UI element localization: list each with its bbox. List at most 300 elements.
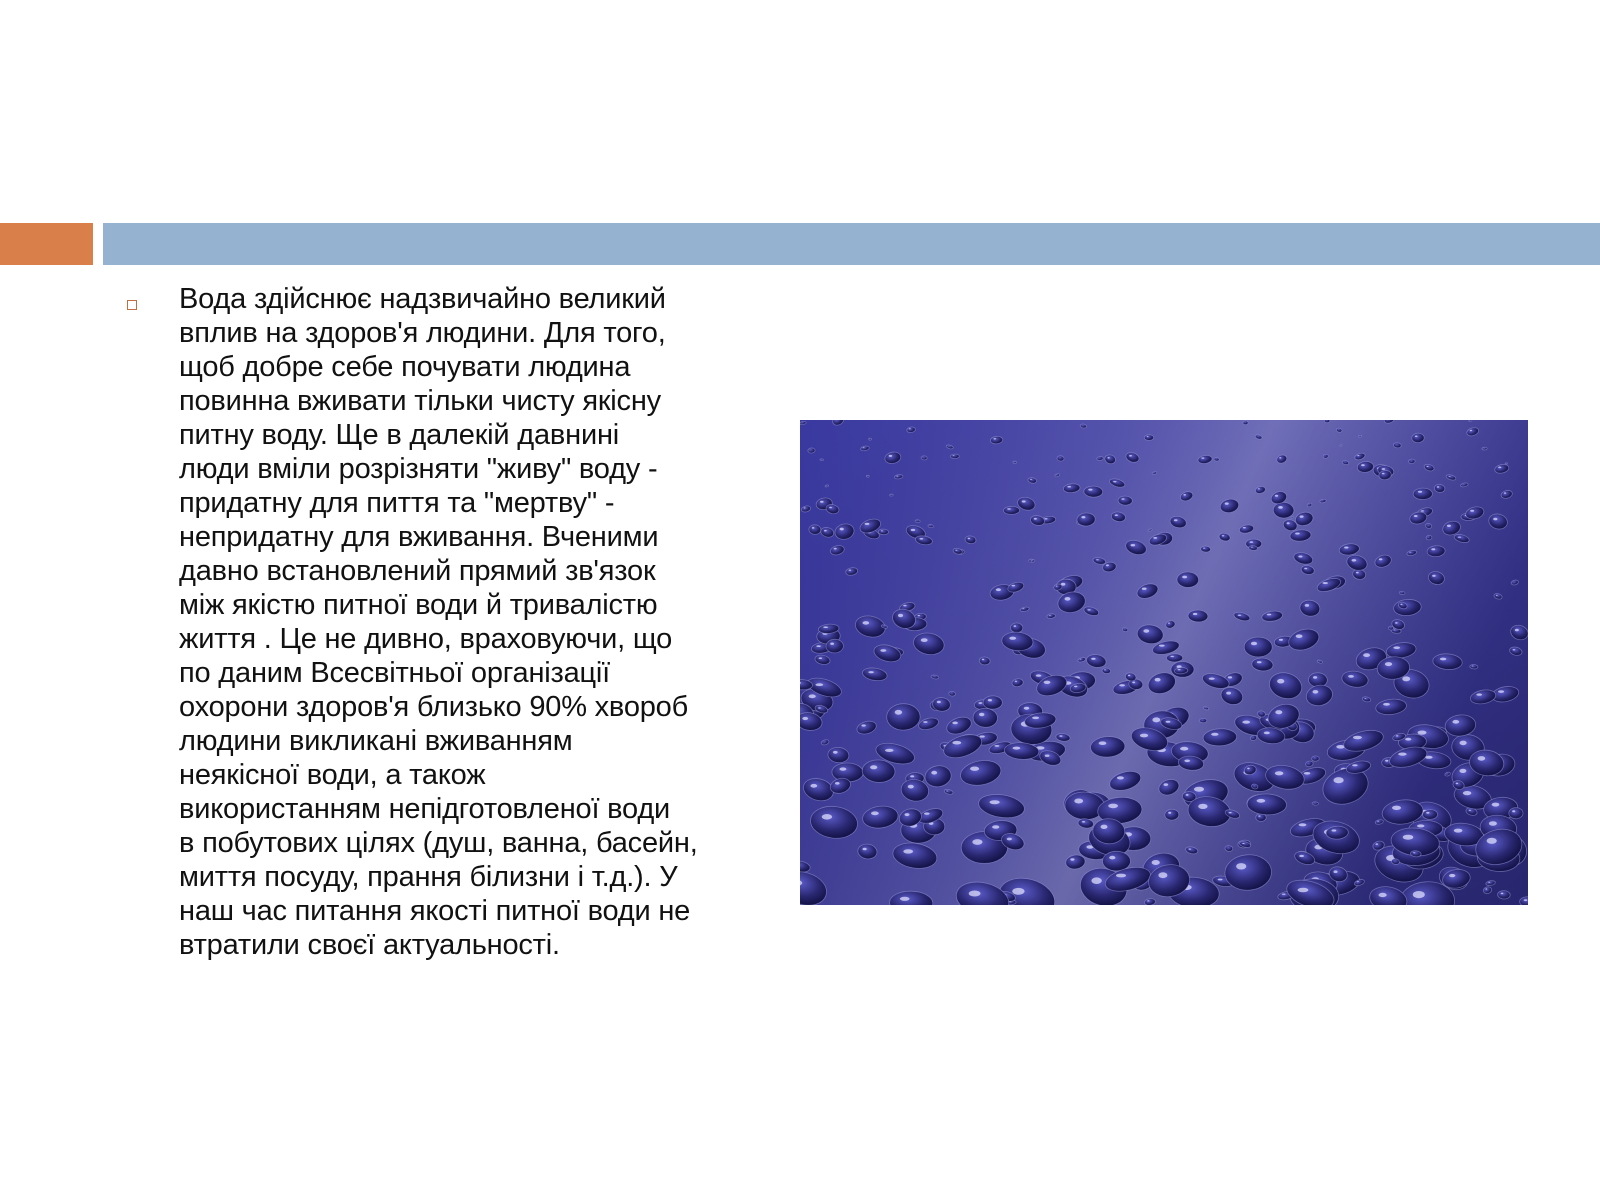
droplet-highlight [1115, 514, 1118, 516]
droplet-highlight [1251, 547, 1253, 548]
droplet-highlight [1418, 491, 1422, 493]
droplet-highlight [865, 523, 870, 525]
droplet-highlight [1257, 799, 1266, 803]
droplet-highlight [1398, 753, 1406, 756]
droplet-highlight [1099, 741, 1107, 745]
droplet-highlight [1080, 659, 1082, 660]
droplet-highlight [1418, 731, 1427, 735]
water-droplet [866, 475, 869, 477]
droplet-highlight [863, 621, 870, 625]
text-line: неякісної води, а також [179, 759, 486, 791]
water-droplet [820, 459, 823, 461]
droplet-highlight [988, 699, 992, 701]
droplet-highlight [1030, 479, 1032, 480]
droplet-highlight [1007, 838, 1012, 841]
droplet-highlight [1218, 879, 1223, 881]
droplet-highlight [824, 530, 827, 532]
droplet-highlight [1243, 527, 1246, 528]
droplet-highlight [861, 724, 865, 726]
droplet-highlight [1022, 608, 1024, 609]
water-droplet [1422, 809, 1437, 819]
droplet-highlight [1299, 855, 1304, 857]
droplet-highlight [1067, 486, 1071, 488]
bullet-paragraph [179, 282, 779, 962]
droplet-highlight [870, 765, 877, 769]
droplet-highlight [1295, 533, 1300, 535]
droplet-highlight [1109, 856, 1115, 860]
droplet-highlight [898, 614, 903, 617]
droplet-highlight [992, 825, 999, 829]
droplet-highlight [1417, 824, 1424, 827]
droplet-highlight [1121, 498, 1124, 500]
droplet-highlight [905, 813, 910, 816]
water-droplets-icon [800, 420, 1528, 905]
water-droplet [1388, 626, 1394, 631]
droplet-highlight [919, 538, 923, 540]
droplet-highlight [1304, 568, 1307, 570]
droplet-highlight [1357, 881, 1359, 882]
text-line: люди вміли розрізняти "живу" воду - [179, 453, 658, 485]
droplet-highlight [1431, 548, 1435, 550]
droplet-highlight [1229, 812, 1232, 813]
droplet-highlight [990, 800, 1000, 804]
droplet-highlight [1405, 738, 1411, 741]
droplet-highlight [1277, 679, 1284, 684]
droplet-highlight [1158, 872, 1167, 878]
droplet-highlight [1168, 812, 1171, 814]
text-line: між якістю питної води й тривалістю [179, 589, 658, 621]
droplet-highlight [900, 897, 910, 901]
droplet-highlight [993, 438, 996, 439]
droplet-highlight [1065, 597, 1071, 601]
droplet-highlight [1394, 630, 1396, 631]
droplet-highlight [1267, 614, 1272, 616]
water-droplet [887, 703, 921, 730]
water-droplet [1358, 435, 1361, 437]
water-droplet [928, 524, 934, 528]
water-droplet [890, 494, 894, 496]
droplet-highlight [1452, 720, 1459, 724]
water-droplet [1248, 545, 1257, 551]
droplet-highlight [1400, 604, 1402, 605]
droplet-highlight [1513, 649, 1516, 650]
droplet-highlight [1454, 829, 1463, 833]
droplet-highlight [908, 785, 914, 789]
droplet-highlight [1440, 658, 1446, 661]
droplet-highlight [1155, 678, 1161, 682]
water-droplet [1426, 535, 1432, 540]
droplet-highlight [924, 812, 930, 814]
text-line: щоб добре себе почувати людина [179, 351, 631, 383]
text-line: наш час питання якості питної води не [179, 895, 691, 927]
droplet-highlight [1379, 893, 1387, 897]
droplet-highlight [840, 528, 844, 531]
droplet-highlight [1117, 776, 1124, 779]
droplet-highlight [834, 548, 837, 550]
droplet-highlight [1458, 537, 1461, 538]
water-droplet [826, 639, 844, 653]
droplet-highlight [1275, 710, 1282, 714]
droplet-highlight [1447, 525, 1451, 527]
droplet-highlight [1393, 646, 1400, 649]
droplet-highlight [863, 447, 865, 448]
water-droplet [1509, 807, 1524, 819]
water-droplet [1413, 488, 1432, 499]
droplet-highlight [1168, 623, 1170, 624]
droplet-highlight [1147, 436, 1149, 437]
water-droplet [878, 529, 888, 535]
text-line: по даним Всесвітньої організації [179, 657, 611, 689]
droplet-highlight [1113, 481, 1116, 482]
droplet-highlight [1143, 629, 1149, 632]
droplet-highlight [1334, 870, 1338, 873]
droplet-highlight [1357, 455, 1359, 456]
droplet-highlight [1228, 676, 1232, 678]
water-droplet [1031, 559, 1035, 562]
droplet-highlight [1305, 604, 1309, 607]
droplet-highlight [1012, 888, 1024, 895]
droplet-highlight [1188, 849, 1191, 850]
water-droplet [1505, 463, 1508, 465]
droplet-highlight [895, 710, 902, 715]
droplet-highlight [833, 751, 838, 754]
droplet-highlight [818, 707, 821, 708]
water-droplet [1188, 610, 1208, 622]
droplet-highlight [1426, 812, 1429, 814]
droplet-highlight [1332, 829, 1337, 831]
droplet-highlight [1348, 675, 1354, 678]
droplet-highlight [1074, 686, 1077, 688]
water-droplet [1103, 851, 1131, 871]
droplet-highlight [1087, 609, 1090, 610]
droplet-highlight [1478, 756, 1486, 761]
droplet-highlight [903, 849, 913, 853]
droplet-highlight [910, 775, 914, 777]
droplet-highlight [1108, 804, 1118, 809]
droplet-highlight [835, 782, 840, 785]
water-droplet [1084, 486, 1103, 498]
droplet-highlight [1392, 806, 1401, 810]
droplet-highlight [816, 645, 821, 647]
droplet-highlight [1147, 900, 1149, 901]
droplet-highlight [1106, 564, 1109, 566]
droplet-highlight [1504, 492, 1506, 493]
droplet-highlight [1449, 874, 1455, 877]
droplet-highlight [1395, 622, 1398, 624]
droplet-highlight [1074, 799, 1083, 804]
droplet-highlight [994, 745, 999, 747]
droplet-highlight [1382, 473, 1385, 475]
water-droplet [949, 691, 956, 696]
droplet-highlight [1258, 488, 1260, 489]
water-droplets-photo [800, 420, 1528, 905]
bullet-item [120, 282, 790, 962]
droplet-highlight [1007, 508, 1011, 509]
droplet-highlight [1247, 768, 1250, 770]
droplet-highlight [1485, 888, 1487, 889]
droplet-highlight [1034, 518, 1037, 520]
text-line: життя . Це не дивно, враховуючи, що [179, 623, 673, 655]
droplet-highlight [1096, 559, 1099, 560]
droplet-highlight [1104, 669, 1106, 670]
water-droplet [1165, 809, 1179, 820]
droplet-highlight [1015, 681, 1017, 682]
droplet-highlight [979, 713, 984, 716]
water-droplet [1312, 756, 1320, 761]
droplet-highlight [1414, 515, 1418, 517]
text-line: використанням непідготовленої води [179, 793, 671, 825]
droplet-highlight [1101, 825, 1108, 829]
droplet-highlight [819, 657, 822, 659]
droplet-highlight [1152, 717, 1160, 722]
droplet-highlight [1489, 821, 1497, 826]
droplet-highlight [1012, 585, 1016, 587]
droplet-highlight [815, 683, 823, 686]
water-droplet [1166, 654, 1182, 662]
droplet-highlight [1498, 467, 1501, 469]
droplet-highlight [1275, 495, 1278, 497]
droplet-highlight [1132, 682, 1135, 684]
droplet-highlight [1313, 690, 1319, 694]
text-line: втратили своєї актуальності. [179, 929, 560, 961]
text-line: в побутових цілях (душ, ванна, басейн, [179, 827, 698, 859]
bullet-list [120, 282, 790, 962]
droplet-highlight [978, 702, 982, 704]
droplet-highlight [1236, 863, 1246, 869]
water-droplet [1097, 456, 1104, 461]
water-droplet [1200, 546, 1210, 552]
droplet-highlight [952, 722, 958, 725]
droplet-highlight [1226, 692, 1231, 695]
droplet-highlight [1032, 717, 1039, 720]
droplet-highlight [1278, 506, 1283, 509]
droplet-highlight [1225, 502, 1229, 504]
droplet-highlight [1186, 794, 1189, 796]
text-line: миття посуду, прання білизни і т.д.). У [179, 861, 678, 893]
droplet-highlight [1469, 810, 1472, 811]
droplet-highlight [952, 741, 961, 745]
droplet-highlight [1313, 676, 1317, 679]
droplet-highlight [1107, 457, 1109, 459]
droplet-highlight [972, 839, 982, 845]
droplet-highlight [1426, 466, 1428, 467]
droplet-highlight [1356, 572, 1359, 574]
droplet-highlight [1024, 707, 1029, 710]
water-droplet [869, 438, 872, 440]
droplet-highlight [1153, 537, 1157, 539]
droplet-highlight [1184, 760, 1190, 763]
droplet-highlight [1279, 639, 1283, 641]
droplet-highlight [1488, 882, 1490, 883]
droplet-highlight [1279, 457, 1281, 458]
droplet-highlight [1180, 747, 1188, 751]
droplet-highlight [1377, 821, 1379, 822]
droplet-highlight [1049, 615, 1051, 616]
droplet-highlight [1174, 519, 1178, 521]
droplet-highlight [1383, 703, 1390, 706]
water-droplet [809, 524, 822, 534]
droplet-highlight [1512, 810, 1515, 812]
droplet-highlight [1170, 656, 1174, 657]
text-line: непридатну для вживання. Вченими [179, 521, 659, 553]
droplet-highlight [1242, 721, 1250, 724]
droplet-highlight [1463, 791, 1471, 795]
droplet-highlight [1088, 489, 1092, 491]
droplet-highlight [1238, 615, 1242, 616]
droplet-highlight [1159, 645, 1165, 647]
droplet-highlight [1382, 468, 1386, 470]
droplet-highlight [918, 615, 921, 616]
water-droplet [1291, 517, 1294, 519]
droplet-highlight [1421, 510, 1425, 511]
droplet-highlight [1437, 486, 1439, 487]
droplet-highlight [1082, 821, 1085, 823]
droplet-highlight [1014, 625, 1017, 627]
water-droplet [915, 520, 920, 523]
water-droplet [1243, 421, 1248, 425]
droplet-highlight [1376, 843, 1379, 845]
droplet-highlight [1258, 815, 1260, 816]
droplet-highlight [1476, 693, 1482, 695]
droplet-highlight [1045, 755, 1050, 757]
droplet-highlight [1299, 823, 1307, 826]
water-droplet [1393, 442, 1401, 448]
droplet-highlight [1448, 476, 1450, 477]
text-line: охорони здоров'я близько 90% хвороб [179, 691, 689, 723]
header-accent-bar [0, 223, 93, 265]
droplet-highlight [996, 588, 1001, 591]
droplet-highlight [1140, 734, 1148, 738]
droplet-highlight [849, 570, 852, 571]
droplet-highlight [1492, 803, 1500, 807]
water-droplet [808, 448, 816, 454]
water-droplet [921, 456, 927, 460]
droplet-highlight [812, 527, 815, 529]
droplet-highlight [889, 455, 893, 457]
droplet-highlight [969, 891, 981, 897]
text-line: повинна вживати тільки чисту якісну [179, 385, 661, 417]
droplet-highlight [1493, 518, 1497, 521]
droplet-highlight [1385, 760, 1388, 762]
droplet-highlight [937, 701, 941, 703]
droplet-highlight [1198, 804, 1207, 809]
droplet-highlight [823, 626, 828, 628]
droplet-highlight [1344, 547, 1348, 549]
droplet-highlight [1363, 653, 1370, 657]
droplet-highlight [1116, 874, 1126, 878]
droplet-highlight [903, 605, 906, 607]
water-droplet [1312, 802, 1319, 806]
droplet-highlight [1364, 698, 1366, 699]
droplet-highlight [1498, 690, 1504, 693]
droplet-highlight [1296, 634, 1303, 638]
droplet-highlight [1334, 777, 1344, 783]
droplet-highlight [871, 811, 879, 815]
droplet-highlight [982, 659, 984, 660]
droplet-highlight [1044, 518, 1047, 519]
droplet-highlight [1282, 894, 1286, 895]
water-droplet [1013, 461, 1016, 463]
droplet-highlight [885, 749, 894, 752]
water-droplet [1003, 506, 1019, 514]
droplet-highlight [1131, 544, 1136, 546]
water-droplet [1399, 591, 1405, 595]
droplet-highlight [829, 507, 832, 509]
droplet-highlight [1164, 783, 1169, 786]
droplet-highlight [1470, 430, 1473, 431]
droplet-highlight [1403, 835, 1414, 840]
water-droplet [1273, 502, 1294, 518]
droplet-highlight [1298, 888, 1309, 893]
droplet-highlight [1361, 464, 1365, 466]
droplet-highlight [1091, 877, 1101, 884]
water-droplet [1408, 459, 1415, 464]
water-droplet [1470, 664, 1478, 669]
droplet-highlight [955, 550, 957, 551]
droplet-highlight [1402, 676, 1410, 681]
droplet-highlight [953, 455, 955, 456]
droplet-highlight [1193, 613, 1197, 615]
droplet-highlight [1201, 457, 1204, 458]
droplet-highlight [1352, 559, 1357, 562]
droplet-highlight [1415, 436, 1418, 438]
droplet-highlight [970, 767, 979, 771]
droplet-highlight [1287, 522, 1290, 524]
droplet-highlight [880, 649, 886, 652]
droplet-highlight [1081, 516, 1085, 518]
hollow-square-bullet-icon [127, 300, 137, 310]
droplet-highlight [1251, 642, 1257, 646]
droplet-highlight [868, 671, 873, 673]
droplet-highlight [1070, 858, 1074, 860]
droplet-highlight [1211, 733, 1218, 736]
droplet-highlight [1298, 556, 1302, 558]
water-droplet [1118, 496, 1133, 506]
water-droplet [1010, 623, 1023, 633]
droplet-highlight [1396, 735, 1399, 736]
water-droplet [1324, 420, 1329, 423]
text-line: вплив на здоров'я людини. Для того, [179, 317, 666, 349]
droplet-highlight [1250, 541, 1254, 543]
droplet-highlight [1119, 684, 1125, 686]
droplet-highlight [1323, 582, 1328, 584]
droplet-highlight [1300, 515, 1304, 517]
text-line: давно встановлений прямий зв'язок [179, 555, 656, 587]
droplet-highlight [1166, 721, 1171, 723]
droplet-highlight [1009, 637, 1016, 640]
droplet-highlight [931, 771, 937, 775]
water-droplet [1497, 890, 1510, 899]
droplet-highlight [923, 721, 927, 723]
text-line: придатну для пиття та "мертву" - [179, 487, 615, 519]
droplet-highlight [1487, 838, 1497, 844]
droplet-highlight [830, 643, 834, 645]
droplet-highlight [881, 530, 883, 531]
droplet-highlight [1459, 769, 1466, 773]
droplet-highlight [1182, 576, 1187, 579]
water-droplet [1412, 433, 1425, 443]
droplet-highlight [946, 791, 948, 792]
header-band [103, 223, 1600, 265]
droplet-highlight [1059, 735, 1062, 736]
droplet-highlight [804, 507, 806, 508]
droplet-highlight [1501, 893, 1504, 895]
droplet-highlight [1470, 510, 1474, 512]
droplet-highlight [1257, 661, 1262, 663]
droplet-highlight [1275, 771, 1284, 775]
droplet-highlight [1472, 666, 1474, 667]
water-droplet [1482, 447, 1487, 450]
